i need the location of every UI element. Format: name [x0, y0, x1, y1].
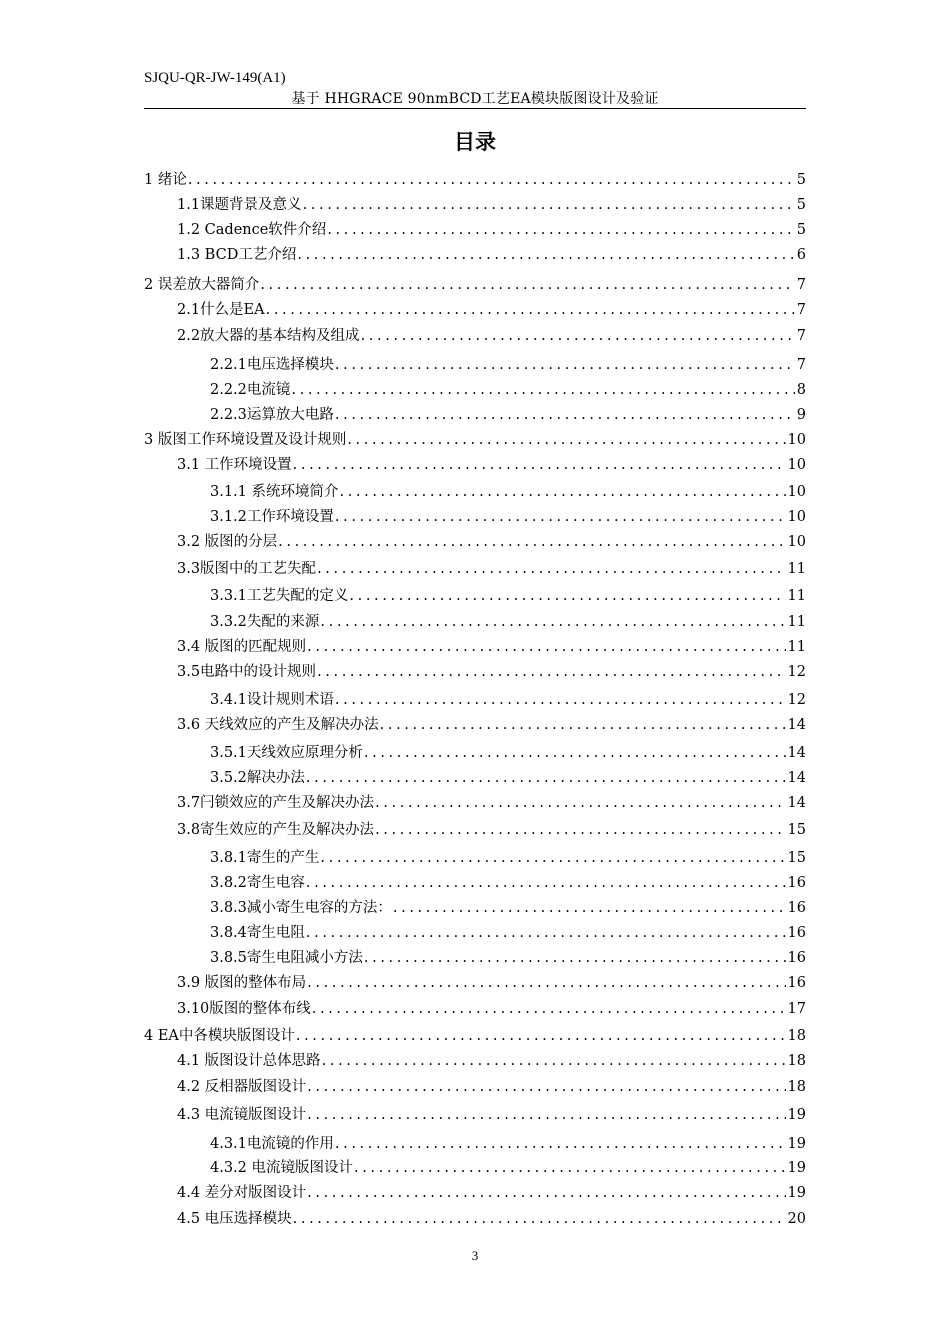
toc-entry[interactable] [210, 923, 806, 943]
toc-entry-label: 3.2 版图的分层 [177, 534, 278, 550]
toc-entry-page: 8 [796, 382, 806, 398]
toc-dot-leader [306, 1183, 785, 1203]
toc-entry-label: 3.8.1寄生的产生 [210, 850, 320, 866]
toc-entry-page: 18 [787, 1079, 806, 1095]
toc-dot-leader [319, 612, 785, 632]
toc-dot-leader [334, 1134, 786, 1154]
toc-entry[interactable] [177, 245, 806, 265]
toc-entry-label: 3.5.1天线效应原理分析 [210, 745, 363, 761]
toc-dot-leader [360, 326, 795, 346]
toc-entry-page: 18 [787, 1053, 806, 1069]
toc-dot-leader [187, 170, 795, 190]
toc-entry[interactable] [210, 743, 806, 763]
toc-dot-leader [319, 848, 785, 868]
toc-entry[interactable] [144, 275, 806, 295]
toc-dot-leader [346, 430, 785, 450]
toc-dot-leader [295, 1026, 786, 1046]
toc-entry[interactable] [210, 507, 806, 527]
toc-entry[interactable] [210, 1134, 806, 1154]
toc-title: 目录 [454, 130, 496, 154]
toc-entry-label: 1 绪论 [144, 172, 187, 188]
toc-dot-leader [306, 1105, 785, 1125]
toc-entry-page: 11 [787, 639, 806, 655]
toc-entry[interactable] [177, 220, 806, 240]
toc-entry-label: 2.2.3运算放大电路 [210, 407, 334, 423]
toc-entry[interactable] [144, 430, 806, 450]
toc-entry-label: 3.4.1设计规则术语 [210, 692, 334, 708]
toc-entry-page: 10 [787, 484, 806, 500]
toc-entry-page: 6 [796, 247, 806, 263]
toc-entry[interactable] [210, 873, 806, 893]
toc-entry[interactable] [210, 898, 806, 918]
toc-entry-label: 3.3.1工艺失配的定义 [210, 588, 349, 604]
toc-entry[interactable] [177, 455, 806, 475]
toc-entry-label: 3.8.2寄生电容 [210, 875, 305, 891]
toc-entry-label: 2.2放大器的基本结构及组成 [177, 328, 360, 344]
toc-entry[interactable] [177, 559, 806, 579]
toc-entry-page: 9 [796, 407, 806, 423]
toc-dot-leader [334, 405, 795, 425]
toc-dot-leader [363, 948, 786, 968]
toc-entry-label: 3.5电路中的设计规则 [177, 664, 317, 680]
toc-dot-leader [311, 999, 786, 1019]
toc-entry[interactable] [177, 195, 806, 215]
toc-entry-label: 4.5 电压选择模块 [177, 1211, 292, 1227]
toc-entry-label: 1.3 BCD工艺介绍 [177, 247, 297, 263]
toc-dot-leader [305, 873, 786, 893]
toc-dot-leader [339, 482, 786, 502]
toc-entry[interactable] [177, 793, 806, 813]
toc-dot-leader [392, 898, 786, 918]
document-code: SJQU-QR-JW-149(A1) [144, 70, 286, 86]
toc-dot-leader [302, 195, 795, 215]
toc-entry-page: 11 [787, 561, 806, 577]
toc-dot-leader [348, 586, 785, 606]
toc-entry-page: 14 [787, 745, 806, 761]
toc-entry[interactable] [177, 637, 806, 657]
toc-entry-page: 19 [787, 1185, 806, 1201]
toc-entry[interactable] [177, 532, 806, 552]
toc-entry-page: 20 [787, 1211, 806, 1227]
toc-dot-leader [374, 820, 785, 840]
toc-dot-leader [321, 1051, 786, 1071]
toc-entry[interactable] [177, 300, 806, 320]
toc-entry-page: 7 [796, 277, 806, 293]
toc-entry[interactable] [210, 405, 806, 425]
toc-entry[interactable] [177, 715, 806, 735]
toc-entry-label: 3.7闩锁效应的产生及解决办法 [177, 795, 375, 811]
toc-dot-leader [277, 532, 785, 552]
toc-entry-label: 3.8.3减小寄生电容的方法： [210, 900, 392, 916]
toc-dot-leader [292, 1209, 786, 1229]
toc-dot-leader [292, 455, 786, 475]
toc-dot-leader [306, 637, 785, 657]
toc-entry[interactable] [177, 1105, 806, 1125]
toc-entry-page: 10 [787, 457, 806, 473]
toc-entry-label: 4.1 版图设计总体思路 [177, 1053, 321, 1069]
toc-entry[interactable] [144, 1026, 806, 1046]
toc-entry-label: 4.4 差分对版图设计 [177, 1185, 307, 1201]
toc-entry-label: 3.9 版图的整体布局 [177, 975, 307, 991]
toc-entry-page: 14 [787, 717, 806, 733]
toc-entry-label: 3.8.4寄生电阻 [210, 925, 305, 941]
toc-dot-leader [334, 507, 786, 527]
toc-entry[interactable] [210, 612, 806, 632]
toc-entry-label: 3.6 天线效应的产生及解决办法 [177, 717, 379, 733]
toc-entry-page: 16 [787, 875, 806, 891]
toc-entry-page: 19 [787, 1107, 806, 1123]
toc-entry-page: 11 [787, 614, 806, 630]
toc-entry-label: 2.1什么是EA [177, 302, 265, 318]
toc-entry-label: 3.8.5寄生电阻减小方法 [210, 950, 363, 966]
toc-entry-page: 14 [787, 795, 806, 811]
toc-dot-leader [306, 973, 785, 993]
toc-entry[interactable] [210, 848, 806, 868]
toc-entry-label: 4.3 电流镜版图设计 [177, 1107, 307, 1123]
toc-entry-page: 12 [787, 664, 806, 680]
toc-dot-leader [334, 690, 786, 710]
toc-entry-label: 3 版图工作环境设置及设计规则 [144, 432, 347, 448]
toc-dot-leader [305, 768, 786, 788]
toc-entry[interactable] [177, 662, 806, 682]
toc-dot-leader [265, 300, 795, 320]
toc-entry-label: 3.3.2失配的来源 [210, 614, 320, 630]
toc-entry[interactable] [210, 355, 806, 375]
toc-entry-label: 4.2 反相器版图设计 [177, 1079, 307, 1095]
toc-entry-page: 11 [787, 588, 806, 604]
toc-entry-label: 3.5.2解决办法 [210, 770, 305, 786]
toc-entry-page: 16 [787, 900, 806, 916]
toc-entry-page: 14 [787, 770, 806, 786]
toc-entry[interactable] [177, 1209, 806, 1229]
toc-entry[interactable] [177, 1183, 806, 1203]
toc-entry-label: 3.3版图中的工艺失配 [177, 561, 317, 577]
toc-dot-leader [316, 662, 785, 682]
toc-entry-page: 7 [796, 302, 806, 318]
toc-entry-page: 16 [787, 925, 806, 941]
toc-entry-page: 15 [787, 822, 806, 838]
toc-entry[interactable] [144, 170, 806, 190]
toc-entry-page: 16 [787, 950, 806, 966]
toc-entry[interactable] [210, 482, 806, 502]
toc-entry-label: 2.2.1电压选择模块 [210, 357, 334, 373]
toc-dot-leader [316, 559, 785, 579]
toc-entry-page: 16 [787, 975, 806, 991]
toc-entry[interactable] [177, 326, 806, 346]
toc-entry[interactable] [210, 948, 806, 968]
toc-dot-leader [259, 275, 794, 295]
page-number: 3 [471, 1248, 479, 1263]
toc-entry-page: 7 [796, 357, 806, 373]
toc-entry-page: 10 [787, 534, 806, 550]
toc-entry[interactable] [210, 768, 806, 788]
toc-entry-label: 4.3.2 电流镜版图设计 [210, 1160, 354, 1176]
toc-entry-page: 5 [796, 197, 806, 213]
toc-entry-page: 12 [787, 692, 806, 708]
toc-dot-leader [374, 793, 785, 813]
toc-dot-leader [296, 245, 794, 265]
toc-dot-leader [379, 715, 786, 735]
toc-entry[interactable] [210, 690, 806, 710]
toc-entry[interactable] [177, 999, 806, 1019]
toc-entry-page: 10 [787, 509, 806, 525]
header-divider [144, 108, 806, 109]
toc-entry-label: 2 误差放大器简介 [144, 277, 260, 293]
toc-entry-page: 10 [787, 432, 806, 448]
toc-entry-label: 4.3.1电流镜的作用 [210, 1136, 334, 1152]
toc-entry-page: 19 [787, 1136, 806, 1152]
toc-entry-label: 3.8寄生效应的产生及解决办法 [177, 822, 375, 838]
toc-dot-leader [305, 923, 786, 943]
toc-dot-leader [334, 355, 795, 375]
running-header-title: 基于 HHGRACE 90nmBCD工艺EA模块版图设计及验证 [291, 91, 659, 107]
toc-dot-leader [306, 1077, 785, 1097]
toc-entry-label: 1.1课题背景及意义 [177, 197, 302, 213]
toc-dot-leader [290, 380, 794, 400]
toc-entry-page: 5 [796, 172, 806, 188]
toc-entry[interactable] [177, 973, 806, 993]
toc-entry[interactable] [210, 380, 806, 400]
toc-entry-page: 18 [787, 1028, 806, 1044]
toc-dot-leader [353, 1158, 786, 1178]
toc-entry-label: 3.4 版图的匹配规则 [177, 639, 307, 655]
toc-entry-label: 3.10版图的整体布线 [177, 1001, 311, 1017]
toc-entry-page: 7 [796, 328, 806, 344]
toc-entry-page: 19 [787, 1160, 806, 1176]
toc-entry-page: 17 [787, 1001, 806, 1017]
toc-entry-label: 2.2.2电流镜 [210, 382, 291, 398]
toc-entry-label: 3.1 工作环境设置 [177, 457, 292, 473]
toc-entry[interactable] [177, 820, 806, 840]
toc-entry[interactable] [177, 1051, 806, 1071]
toc-entry-label: 1.2 Cadence软件介绍 [177, 222, 327, 238]
toc-entry-page: 5 [796, 222, 806, 238]
toc-entry-label: 3.1.2工作环境设置 [210, 509, 334, 525]
toc-entry-label: 3.1.1 系统环境简介 [210, 484, 339, 500]
toc-entry-label: 4 EA中各模块版图设计 [144, 1028, 295, 1044]
toc-entry[interactable] [210, 1158, 806, 1178]
toc-dot-leader [363, 743, 786, 763]
toc-dot-leader [326, 220, 794, 240]
toc-entry[interactable] [177, 1077, 806, 1097]
toc-entry[interactable] [210, 586, 806, 606]
toc-entry-page: 15 [787, 850, 806, 866]
